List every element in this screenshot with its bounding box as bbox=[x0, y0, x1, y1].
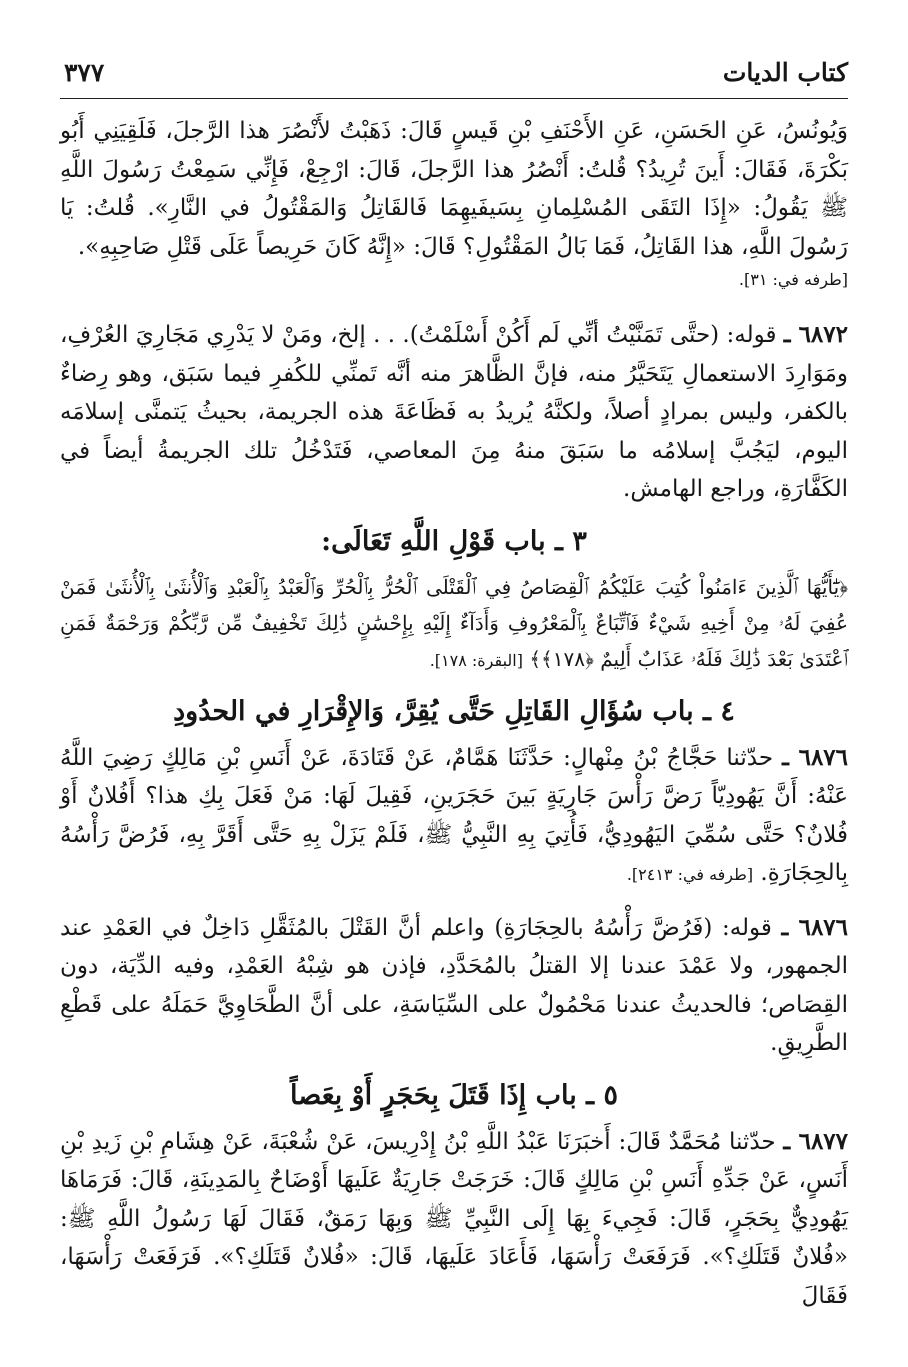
spacer bbox=[60, 893, 848, 909]
hadith-paragraph bbox=[60, 1123, 848, 1316]
commentary-text: قوله: (فَرُضَّ رَأْسُهُ بالحِجَارَةِ) واعلم أنَّ القَتْلَ بالمُثَقَّلِ دَاخِلٌ في العَمْدِ عند الجمهور، ولا عَمْدَ عندنا إلا القتلُ بالمُحَدَّدِ، فإذن هو شِبْهُ العَمْدِ، وفيه الدِّيَة، دون القِصَاص؛ فالحديثُ عندنا مَحْمُولٌ على السِّيَاسَةِ، على أنَّ الطَّحَاوِيَّ حَمَلَهُ على قَطْعِ الطَّرِيقِ. bbox=[60, 914, 848, 1056]
hadith-text: حدّثنا حَجَّاجُ بْنُ مِنْهالٍ: حَدَّثَنَا هَمَّامٌ، عَنْ قَتَادَةَ، عَنْ أَنَسِ بْنِ مَالِكٍ رَضِيَ اللَّهُ عَنْهُ: أَنَّ يَهُودِيّاً رَضَّ رَأْسَ جَارِيَةٍ بَينَ حَجَرَينِ، فَقِيلَ لَهَا: مَنْ فَعَلَ بِكِ هذا؟ أَفُلانٌ أَوْ فُلانٌ؟ حَتَّى سُمِّيَ اليَهُودِيُّ، فَأُتِيَ بِهِ النَّبِيُّ ﷺ، فَلَمْ يَزَلْ بِهِ حَتَّى أَقَرَّ بِهِ، فَرُضَّ رَأْسُهُ بِالحِجَارَةِ. bbox=[60, 744, 848, 886]
verse-reference: [البقرة: ١٧٨]. bbox=[429, 650, 523, 670]
verse-text: ﴿يَٰٓأَيُّهَا ٱلَّذِينَ ءَامَنُواْ كُتِبَ عَلَيْكُمُ ٱلْقِصَاصُ فِي ٱلْقَتْلَى ٱلْحُرُّ بِٱلْحُرِّ وَٱلْعَبْدُ بِٱلْعَبْدِ وَٱلْأُنثَىٰ بِٱلْأُنثَىٰ فَمَنْ عُفِيَ لَهُۥ مِنْ أَخِيهِ شَيْءٌ فَٱتِّبَاعٌ بِٱلْمَعْرُوفِ وَأَدَآءٌ إِلَيْهِ بِإِحْسَٰنٍ ذَٰلِكَ تَخْفِيفٌ مِّن رَّبِّكُمْ وَرَحْمَةٌ فَمَنِ ٱعْتَدَىٰ بَعْدَ ذَٰلِكَ فَلَهُۥ عَذَابٌ أَلِيمٌ ﴿١٧٨﴾﴾ bbox=[60, 574, 848, 671]
book-title: كتاب الديات bbox=[722, 58, 848, 87]
chapter-heading: ٥ ـ باب إِذَا قَتَلَ بِحَجَرٍ أَوْ بِعَصاً bbox=[290, 1079, 618, 1111]
cross-reference-note: [طرفه في: ٢٤١٣]. bbox=[626, 865, 754, 884]
hadith-paragraph: وَيُونُسُ، عَنِ الحَسَنِ، عَنِ الأَحْنَفِ بْنِ قَيسٍ قَالَ: ذَهَبْتُ لأَنْصُرَ هذا الرَّجلَ، فَلَقِيَنِي أَبُو بَكْرَةَ، فَقَالَ: أَينَ تُرِيدُ؟ قُلتُ: أَنْصُرُ هذا الرَّجلَ، قَالَ: ارْجِعْ، فَإِنِّي سَمِعْتُ رَسُولَ اللَّهِ ﷺ يَقُولُ: «إِذَا التَقَى المُسْلِمانِ بِسَيفَيهِمَا فَالقَاتِلُ وَالمَقْتُولُ في النَّارِ». قُلتُ: يَا رَسُولَ اللَّهِ، هذا القَاتِلُ، فَمَا بَالُ المَقْتُولِ؟ قَالَ: «إِنَّهُ كَانَ حَرِيصاً عَلَى قَتْلِ صَاحِبِهِ». bbox=[60, 118, 848, 260]
commentary-paragraph bbox=[60, 909, 848, 1063]
chapter-heading: ٣ ـ باب قَوْلِ اللَّهِ تَعَالَى: bbox=[321, 525, 587, 557]
chapter-heading: ٤ ـ باب سُؤَالِ القَاتِلِ حَتَّى يُقِرَّ، وَالإِقْرَارِ في الحدُودِ bbox=[173, 695, 735, 727]
page-body bbox=[60, 112, 848, 1315]
commentary-paragraph bbox=[60, 316, 848, 509]
hadith-number: ٦٨٧٧ ـ bbox=[783, 1127, 849, 1155]
spacer bbox=[60, 300, 848, 316]
hadith-number: ٦٨٧٦ ـ bbox=[782, 743, 849, 771]
page-header bbox=[60, 56, 848, 99]
cross-reference-note: [طرفه في: ٣١]. bbox=[738, 270, 848, 289]
hadith-number: ٦٨٧٦ ـ bbox=[781, 913, 849, 941]
hadith-number: ٦٨٧٢ ـ bbox=[783, 321, 848, 348]
commentary-text: قوله: (حتَّى تَمَنَّيْتُ أنِّي لَم أَكُنْ أَسْلَمْتُ). . . إلخ، ومَنْ لا يَدْرِي مَجَارِيَ العُرْفِ، ومَوَارِدَ الاستعمالِ يَتَحَيَّرُ منه، فإنَّ الظَّاهرَ منه أنَّه تَمنِّي للكُفرِ فيما سَبَق، وهو رِضاءٌ بالكفر، وليس بمرادٍ أصلاً، ولكنَّهُ يُريدُ به فَظَاعَةَ هذه الجريمة، بحيثُ يَتمنَّى إسلامَه اليوم، ليَجُبَّ إسلامُه ما سَبَقَ منهُ مِنَ المعاصي، فَتَدْخُلُ تلك الجريمةُ أيضاً في الكَفَّارَةِ، وراجع الهامش. bbox=[60, 322, 848, 502]
quran-verse bbox=[60, 569, 848, 679]
hadith-paragraph bbox=[60, 739, 848, 893]
page-number: ٣٧٧ bbox=[64, 58, 105, 87]
hadith-text: حدّثنا مُحَمَّدٌ قَالَ: أَخبَرَنَا عَبْدُ اللَّهِ بْنُ إِدْرِيسَ، عَنْ شُعْبَةَ، عَنْ هِشَامِ بْنِ زَيدِ بْنِ أَنَسٍ، عَنْ جَدِّهِ أَنَسِ بْنِ مَالِكٍ قَالَ: خَرَجَتْ جَارِيَةٌ عَلَيهَا أَوْضَاحٌ بِالمَدِينَةِ، قَالَ: فَرَمَاهَا يَهُودِيٌّ بِحَجَرٍ، قَالَ: فَجِيءَ بِهَا إِلَى النَّبِيِّ ﷺ وَبِهَا رَمَقٌ، فَقَالَ لَهَا رَسُولُ اللَّهِ ﷺ: «فُلانٌ قَتَلَكِ؟». فَرَفَعَتْ رَأْسَهَا، فَأَعَادَ عَلَيهَا، قَالَ: «فُلانٌ قَتَلَكِ؟». فَرَفَعَتْ رَأْسَهَا، فَقَالَ bbox=[60, 1128, 848, 1309]
